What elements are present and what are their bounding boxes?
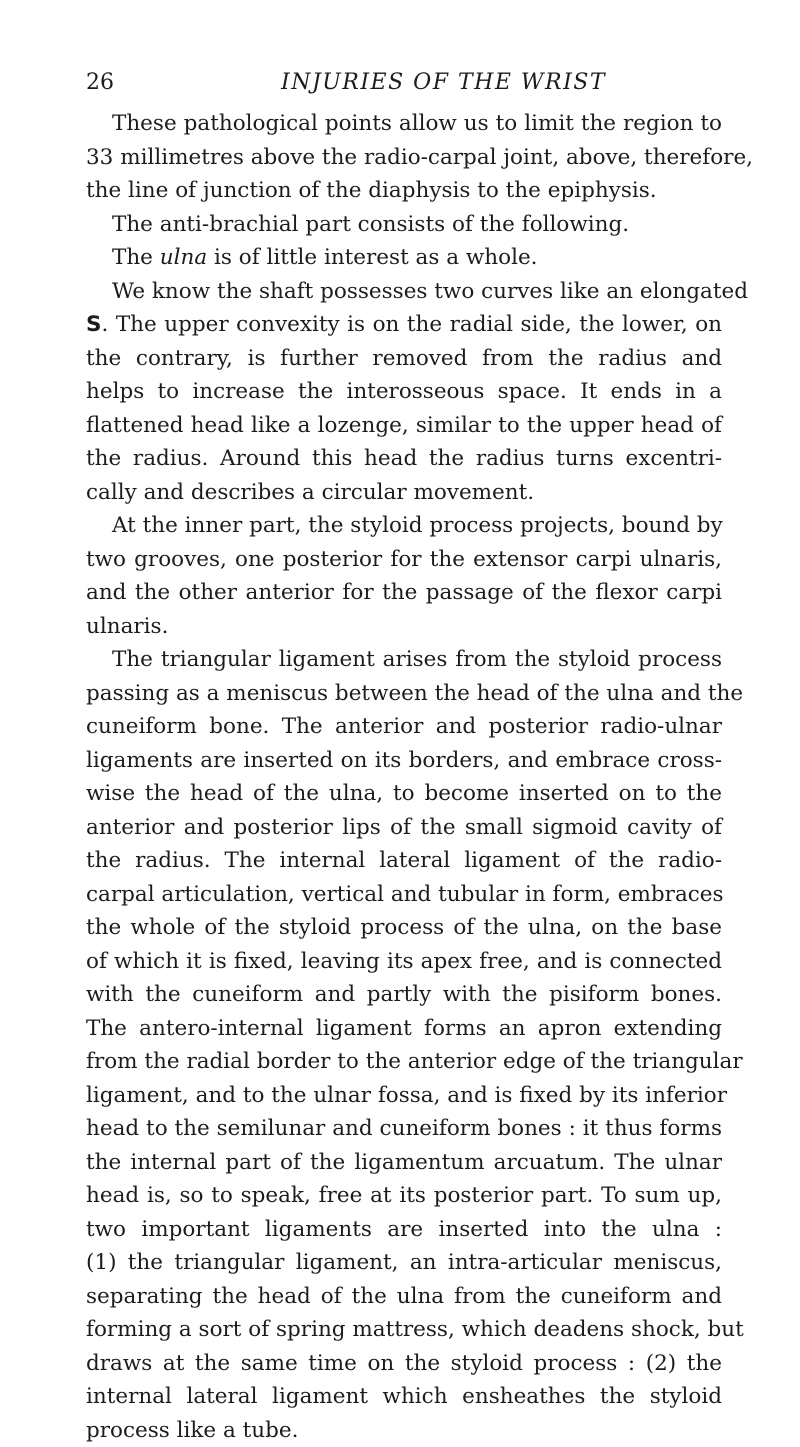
text-line: At the inner part, the styloid process projects, bound by xyxy=(86,509,722,543)
text-line: flattened head like a lozenge, similar to the upper head of xyxy=(86,409,722,443)
text-line: ulnaris. xyxy=(86,610,722,644)
text-line: anterior and posterior lips of the small sigmoid cavity of xyxy=(86,811,722,845)
italic-term-ulna: ulna xyxy=(160,245,207,270)
text-line: passing as a meniscus between the head of the ulna and the xyxy=(86,677,722,711)
body-text xyxy=(86,107,722,1447)
text-line: helps to increase the interosseous space. It ends in a xyxy=(86,375,722,409)
text-line xyxy=(86,308,722,342)
text-line: 33 millimetres above the radio-carpal joint, above, therefore, xyxy=(86,141,722,175)
text-line: forming a sort of spring mattress, which deadens shock, but xyxy=(86,1313,722,1347)
text-line: The triangular ligament arises from the styloid process xyxy=(86,643,722,677)
text-line: cally and describes a circular movement. xyxy=(86,476,722,510)
text-line: the contrary, is further removed from the radius and xyxy=(86,342,722,376)
text-line: (1) the triangular ligament, an intra-articular meniscus, xyxy=(86,1246,722,1280)
text-line: ligaments are inserted on its borders, and embrace cross- xyxy=(86,744,722,778)
text-line: process like a tube. xyxy=(86,1414,722,1447)
text-line: two important ligaments are inserted into the ulna : xyxy=(86,1213,722,1247)
text-line: The anti-brachial part consists of the following. xyxy=(86,208,722,242)
text-line: wise the head of the ulna, to become inserted on to the xyxy=(86,777,722,811)
text-line: two grooves, one posterior for the extensor carpi ulnaris, xyxy=(86,543,722,577)
text-line: The antero-internal ligament forms an apron extending xyxy=(86,1012,722,1046)
text-fragment: is of little interest as a whole. xyxy=(214,245,538,270)
text-line: cuneiform bone. The anterior and posterior radio-ulnar xyxy=(86,710,722,744)
text-line: head is, so to speak, free at its posterior part. To sum up, xyxy=(86,1179,722,1213)
text-line: internal lateral ligament which ensheathes the styloid xyxy=(86,1380,722,1414)
letter-s-glyph: S xyxy=(86,312,102,337)
text-line: carpal articulation, vertical and tubular in form, embraces xyxy=(86,878,722,912)
text-line: draws at the same time on the styloid process : (2) the xyxy=(86,1347,722,1381)
text-line xyxy=(86,241,722,275)
text-line: the line of junction of the diaphysis to the epiphysis. xyxy=(86,174,722,208)
text-line: These pathological points allow us to limit the region to xyxy=(86,107,722,141)
text-fragment: . The upper convexity is on the radial side, the lower, on xyxy=(102,312,723,337)
text-line: and the other anterior for the passage of the flexor carpi xyxy=(86,576,722,610)
text-line: the whole of the styloid process of the ulna, on the base xyxy=(86,911,722,945)
text-line: head to the semilunar and cuneiform bones : it thus forms xyxy=(86,1112,722,1146)
page-number: 26 xyxy=(86,66,114,100)
text-fragment: The xyxy=(112,245,153,270)
text-line: from the radial border to the anterior edge of the triangular xyxy=(86,1045,722,1079)
text-line: with the cuneiform and partly with the pisiform bones. xyxy=(86,978,722,1012)
running-head xyxy=(86,66,716,100)
text-line: of which it is fixed, leaving its apex free, and is connected xyxy=(86,945,722,979)
text-line: ligament, and to the ulnar fossa, and is fixed by its inferior xyxy=(86,1079,722,1113)
running-title: INJURIES OF THE WRIST xyxy=(281,66,606,100)
text-line: the radius. The internal lateral ligament of the radio- xyxy=(86,844,722,878)
text-line: We know the shaft possesses two curves like an elongated xyxy=(86,275,722,309)
text-line: the radius. Around this head the radius turns excentri- xyxy=(86,442,722,476)
text-line: separating the head of the ulna from the cuneiform and xyxy=(86,1280,722,1314)
text-line: the internal part of the ligamentum arcuatum. The ulnar xyxy=(86,1146,722,1180)
